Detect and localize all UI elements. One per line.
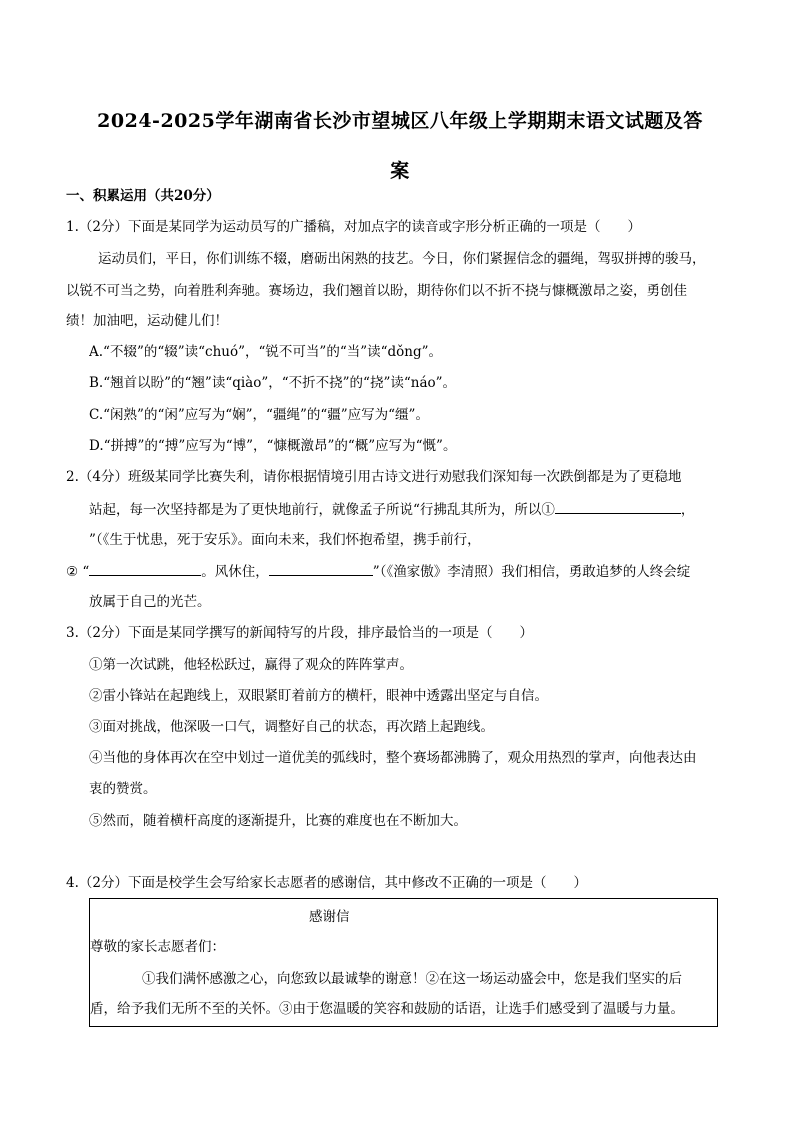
q2-line-5: 放属于自己的光芒。: [89, 594, 211, 610]
q2-text: 。风休住，: [201, 564, 269, 580]
letter-greeting: 尊敬的家长志愿者们：: [90, 939, 225, 955]
q2-text: ② “: [66, 564, 90, 580]
q1-stem: 1.（2分）下面是某同学为运动员写的广播稿，对加点字的读音或字形分析正确的一项是（ ）: [66, 219, 641, 235]
q3-stem: 3.（2分）下面是某同学撰写的新闻特写的片段，排序最恰当的一项是（ ）: [66, 625, 533, 641]
title-line-2: 案: [390, 160, 410, 182]
answer-blank-2[interactable]: [89, 561, 201, 576]
q2-text: 站起，每一次坚持都是为了更快地前行，就像孟子所说“行拂乱其所为，所以①: [89, 502, 555, 518]
q1-option-a[interactable]: A.“不辍”的“辍”读“chuó”，“锐不可当”的“当”读“dǒng”。: [89, 344, 443, 360]
letter-body-line: 盾，给予我们无所不至的关怀。③由于您温暖的笑容和鼓励的话语，让选手们感受到了温暖与力量。: [90, 1001, 684, 1017]
q1-passage-line: 以锐不可当之势，向着胜利奔驰。赛场边，我们翘首以盼，期待你们以不折不挠与慷概激昂之姿，勇创佳: [66, 283, 687, 299]
q3-item: ④当他的身体再次在空中划过一道优美的弧线时，整个赛场都沸腾了，观众用热烈的掌声，向他表达由: [89, 750, 697, 766]
answer-blank-1[interactable]: [555, 499, 681, 514]
q3-item: 衷的赞赏。: [89, 781, 157, 797]
q1-option-b[interactable]: B.“翘首以盼”的“翘”读“qiào”，“不折不挠”的“挠”读“náo”。: [89, 375, 457, 391]
q2-stem: 2.（4分）班级某同学比赛失利，请你根据情境引用古诗文进行劝慰我们深知每一次跌倒都是为了更稳地: [66, 469, 682, 485]
q3-item: ⑤然而，随着横杆高度的逐渐提升，比赛的难度也在不断加大。: [89, 813, 467, 829]
q3-item: ①第一次试跳，他轻松跃过，赢得了观众的阵阵掌声。: [89, 657, 413, 673]
section-heading: 一、积累运用（共20分）: [66, 188, 220, 204]
q1-passage-line: 绩！加油吧，运动健儿们！: [66, 313, 228, 329]
q1-option-d[interactable]: D.“拼搏”的“搏”应写为“博”，“慷概激昂”的“概”应写为“慨”。: [89, 438, 457, 454]
q3-item: ②雷小锋站在起跑线上，双眼紧盯着前方的横杆，眼神中透露出坚定与自信。: [89, 688, 548, 704]
q2-text: ，: [680, 502, 695, 518]
title-line-1: 2024-2025学年湖南省长沙市望城区八年级上学期期末语文试题及答: [97, 110, 703, 132]
q4-stem: 4.（2分）下面是校学生会写给家长志愿者的感谢信，其中修改不正确的一项是（ ）: [66, 875, 587, 891]
thank-you-letter-box: [89, 898, 718, 1027]
q2-line-2: [89, 499, 734, 520]
page-title: [60, 96, 740, 196]
q1-passage-line: 运动员们，平日，你们训练不辍，磨砺出闲熟的技艺。今日，你们紧握信念的疆绳，驾驭拼搏的骏马，: [98, 251, 706, 267]
q1-option-c[interactable]: C.“闲熟”的“闲”应写为“娴”，“疆绳”的“疆”应写为“缰”。: [89, 407, 429, 423]
q2-text: ”（《渔家傲》李清照）我们相信，勇敢追梦的人终会绽: [372, 564, 691, 580]
q2-line-4: [66, 561, 734, 582]
answer-blank-3[interactable]: [269, 561, 373, 576]
q2-line-3: ”（《生于忧患，死于安乐》。面向未来，我们怀抱希望，携手前行，: [89, 532, 481, 548]
letter-title: 感谢信: [309, 909, 350, 925]
q3-item: ③面对挑战，他深吸一口气，调整好自己的状态，再次踏上起跑线。: [89, 719, 494, 735]
letter-body-line: ①我们满怀感激之心，向您致以最诚挚的谢意！②在这一场运动盛会中，您是我们坚实的后: [142, 971, 682, 987]
